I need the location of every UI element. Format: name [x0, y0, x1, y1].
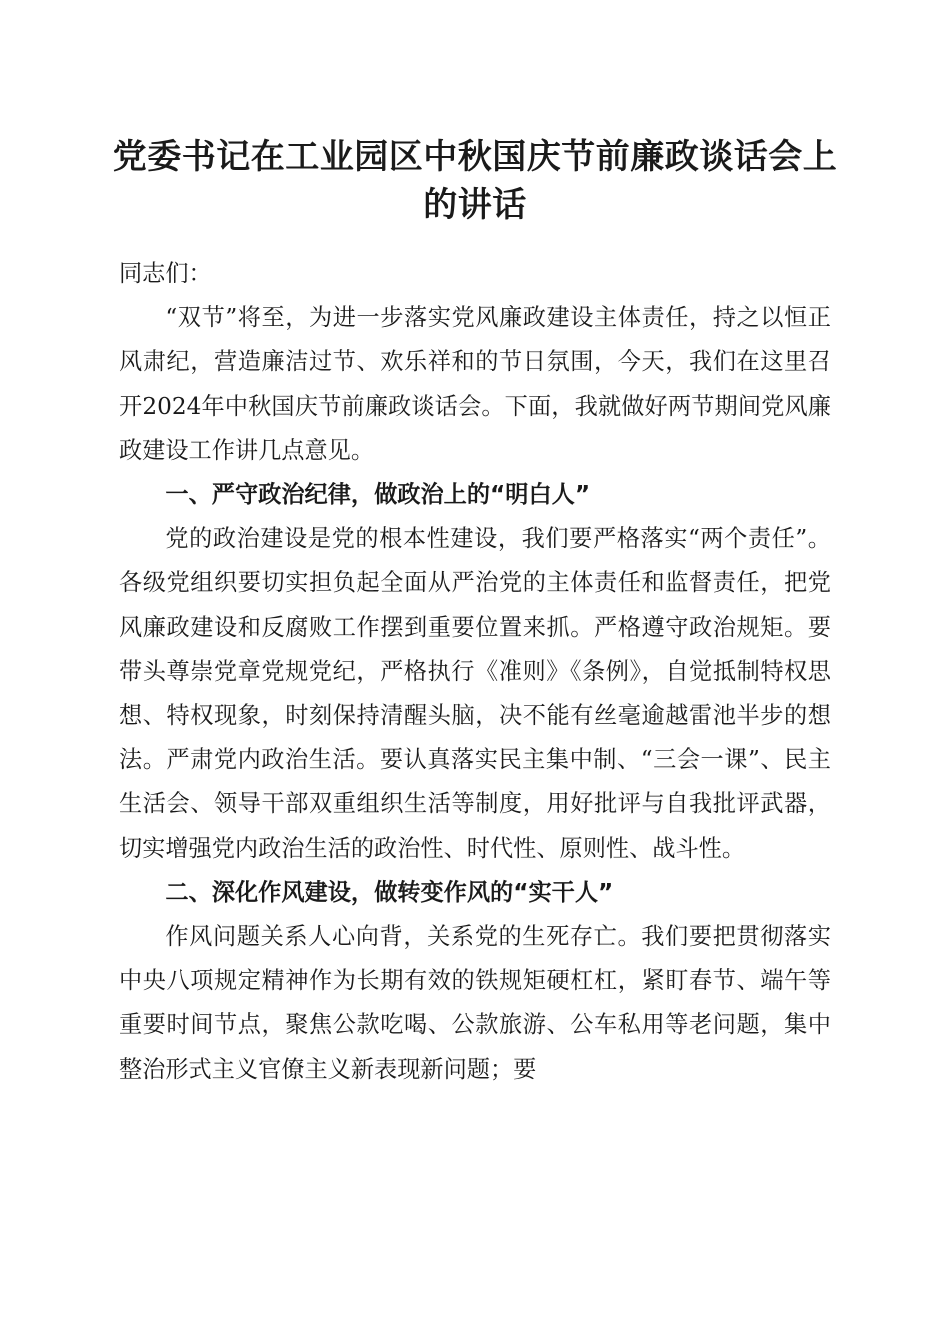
- section-paragraph: 作风问题关系人心向背，关系党的生死存亡。我们要把贯彻落实中央八项规定精神作为长期有效的铁规矩硬杠杠，紧盯春节、端午等重要时间节点，聚焦公款吃喝、公款旅游、公车私用等老问题，集中整治形式主义官僚主义新表现新问题；要: [119, 923, 831, 1083]
- section-heading: 二、深化作风建设，做转变作风的“实干人”: [165, 878, 614, 906]
- salutation: 同志们：: [119, 260, 212, 287]
- document-title: 党委书记在工业园区中秋国庆节前廉政谈话会上的讲话: [112, 137, 838, 225]
- document-body: [119, 252, 831, 1092]
- intro-paragraph: “双节”将至，为进一步落实党风廉政建设主体责任，持之以恒正风肃纪，营造廉洁过节、欢乐祥和的节日氛围，今天，我们在这里召开2024年中秋国庆节前廉政谈话会。下面，我就做好两节期间党风廉政建设工作讲几点意见。: [119, 304, 831, 464]
- section-heading: 一、严守政治纪律，做政治上的“明白人”: [165, 481, 591, 509]
- section-paragraph: 党的政治建设是党的根本性建设，我们要严格落实“两个责任”。各级党组织要切实担负起全面从严治党的主体责任和监督责任，把党风廉政建设和反腐败工作摆到重要位置来抓。严格遵守政治规矩。要带头尊崇党章党规党纪，严格执行《准则》《条例》，自觉抵制特权思想、特权现象，时刻保持清醒头脑，决不能有丝毫逾越雷池半步的想法。严肃党内政治生活。要认真落实民主集中制、“三会一课”、民主生活会、领导干部双重组织生活等制度，用好批评与自我批评武器，切实增强党内政治生活的政治性、时代性、原则性、战斗性。: [119, 525, 831, 862]
